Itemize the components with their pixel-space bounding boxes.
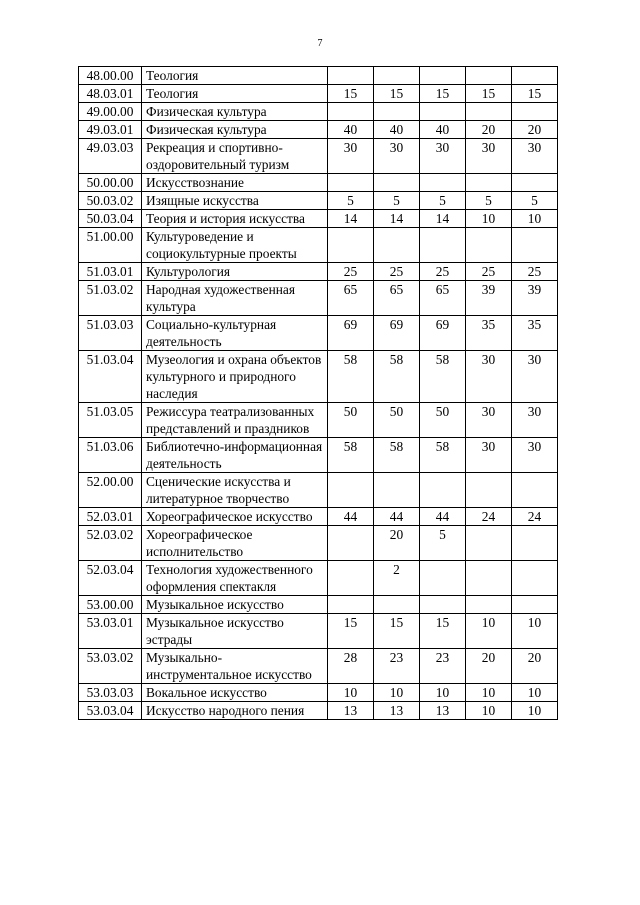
- value-cell-2: 13: [374, 702, 420, 720]
- value-cell-1: 28: [328, 649, 374, 684]
- value-cell-2: [374, 228, 420, 263]
- value-cell-1: 30: [328, 139, 374, 174]
- value-cell-5: [512, 67, 558, 85]
- value-cell-1: [328, 103, 374, 121]
- value-cell-5: 10: [512, 210, 558, 228]
- value-cell-2: [374, 596, 420, 614]
- value-cell-4: 5: [466, 192, 512, 210]
- value-cell-5: [512, 103, 558, 121]
- table-row: [79, 508, 558, 526]
- table-row: [79, 103, 558, 121]
- value-cell-5: 5: [512, 192, 558, 210]
- value-cell-4: 10: [466, 210, 512, 228]
- value-cell-1: 69: [328, 316, 374, 351]
- value-cell-5: 10: [512, 614, 558, 649]
- value-cell-4: [466, 103, 512, 121]
- value-cell-2: 30: [374, 139, 420, 174]
- value-cell-3: 15: [420, 614, 466, 649]
- value-cell-3: [420, 561, 466, 596]
- value-cell-3: 5: [420, 192, 466, 210]
- value-cell-2: 40: [374, 121, 420, 139]
- value-cell-4: 30: [466, 438, 512, 473]
- specialty-code: 53.03.01: [79, 614, 142, 649]
- table-row: [79, 473, 558, 508]
- value-cell-4: 20: [466, 121, 512, 139]
- value-cell-1: [328, 473, 374, 508]
- value-cell-3: 5: [420, 526, 466, 561]
- specialty-name: Музыкально-инструментальное искусство: [142, 649, 328, 684]
- value-cell-5: 30: [512, 403, 558, 438]
- value-cell-1: 5: [328, 192, 374, 210]
- specialty-name: Сценические искусства и литературное творчество: [142, 473, 328, 508]
- value-cell-1: 65: [328, 281, 374, 316]
- value-cell-4: 30: [466, 139, 512, 174]
- value-cell-2: 14: [374, 210, 420, 228]
- value-cell-5: [512, 228, 558, 263]
- value-cell-2: 23: [374, 649, 420, 684]
- value-cell-4: 30: [466, 351, 512, 403]
- value-cell-4: 35: [466, 316, 512, 351]
- value-cell-3: 58: [420, 438, 466, 473]
- value-cell-1: 58: [328, 438, 374, 473]
- table-row: [79, 263, 558, 281]
- specialty-code: 49.03.03: [79, 139, 142, 174]
- table-row: [79, 281, 558, 316]
- value-cell-1: [328, 526, 374, 561]
- value-cell-1: 25: [328, 263, 374, 281]
- specialty-name: Физическая культура: [142, 121, 328, 139]
- specialty-code: 53.03.04: [79, 702, 142, 720]
- value-cell-1: 50: [328, 403, 374, 438]
- specialty-name: Режиссура театрализованных представлений и праздников: [142, 403, 328, 438]
- value-cell-4: 24: [466, 508, 512, 526]
- table-row: [79, 684, 558, 702]
- table-row: [79, 438, 558, 473]
- value-cell-5: [512, 596, 558, 614]
- specialty-name: Физическая культура: [142, 103, 328, 121]
- specialty-name: Культуроведение и социокультурные проекты: [142, 228, 328, 263]
- specialty-name: Вокальное искусство: [142, 684, 328, 702]
- value-cell-3: 13: [420, 702, 466, 720]
- value-cell-4: 10: [466, 684, 512, 702]
- value-cell-5: [512, 473, 558, 508]
- value-cell-3: [420, 473, 466, 508]
- table-row: [79, 67, 558, 85]
- value-cell-2: 20: [374, 526, 420, 561]
- value-cell-4: [466, 561, 512, 596]
- specialty-name: Теология: [142, 85, 328, 103]
- value-cell-1: [328, 596, 374, 614]
- value-cell-3: 44: [420, 508, 466, 526]
- value-cell-2: 50: [374, 403, 420, 438]
- specialty-code: 51.03.05: [79, 403, 142, 438]
- value-cell-2: [374, 473, 420, 508]
- specialty-code: 53.03.03: [79, 684, 142, 702]
- value-cell-3: 25: [420, 263, 466, 281]
- value-cell-3: 58: [420, 351, 466, 403]
- specialty-code: 50.03.04: [79, 210, 142, 228]
- value-cell-2: 44: [374, 508, 420, 526]
- value-cell-5: [512, 561, 558, 596]
- table-row: [79, 702, 558, 720]
- specialty-code: 52.03.04: [79, 561, 142, 596]
- specialty-code: 52.00.00: [79, 473, 142, 508]
- value-cell-5: 30: [512, 351, 558, 403]
- value-cell-3: [420, 596, 466, 614]
- value-cell-5: 25: [512, 263, 558, 281]
- value-cell-1: 58: [328, 351, 374, 403]
- specialty-name: Искусство народного пения: [142, 702, 328, 720]
- value-cell-3: 40: [420, 121, 466, 139]
- value-cell-3: 23: [420, 649, 466, 684]
- table-row: [79, 316, 558, 351]
- value-cell-2: [374, 103, 420, 121]
- value-cell-4: 39: [466, 281, 512, 316]
- value-cell-2: 58: [374, 351, 420, 403]
- value-cell-2: 10: [374, 684, 420, 702]
- value-cell-2: 58: [374, 438, 420, 473]
- value-cell-4: [466, 596, 512, 614]
- specialty-name: Хореографическое исполнительство: [142, 526, 328, 561]
- table-row: [79, 228, 558, 263]
- specialty-code: 51.03.02: [79, 281, 142, 316]
- specialty-name: Теология: [142, 67, 328, 85]
- value-cell-2: 15: [374, 614, 420, 649]
- value-cell-3: [420, 228, 466, 263]
- value-cell-5: 30: [512, 139, 558, 174]
- specialty-name: Рекреация и спортивно-оздоровительный туризм: [142, 139, 328, 174]
- value-cell-3: 14: [420, 210, 466, 228]
- specialty-code: 51.03.06: [79, 438, 142, 473]
- specialty-name: Искусствознание: [142, 174, 328, 192]
- value-cell-1: [328, 228, 374, 263]
- value-cell-2: 69: [374, 316, 420, 351]
- specialty-code: 51.03.01: [79, 263, 142, 281]
- value-cell-2: 65: [374, 281, 420, 316]
- specialty-name: Культурология: [142, 263, 328, 281]
- value-cell-1: 10: [328, 684, 374, 702]
- specialty-code: 53.00.00: [79, 596, 142, 614]
- table-row: [79, 174, 558, 192]
- table-body: [79, 67, 558, 720]
- value-cell-5: 20: [512, 121, 558, 139]
- value-cell-4: 10: [466, 702, 512, 720]
- value-cell-3: [420, 67, 466, 85]
- specialty-name: Библиотечно-информационная деятельность: [142, 438, 328, 473]
- specialty-name: Теория и история искусства: [142, 210, 328, 228]
- table-row: [79, 649, 558, 684]
- table-row: [79, 596, 558, 614]
- specialty-name: Социально-культурная деятельность: [142, 316, 328, 351]
- table-row: [79, 403, 558, 438]
- value-cell-1: [328, 174, 374, 192]
- value-cell-4: [466, 67, 512, 85]
- specialty-code: 51.03.03: [79, 316, 142, 351]
- value-cell-2: 5: [374, 192, 420, 210]
- value-cell-2: 2: [374, 561, 420, 596]
- table-row: [79, 561, 558, 596]
- value-cell-1: 40: [328, 121, 374, 139]
- value-cell-3: 69: [420, 316, 466, 351]
- value-cell-1: 44: [328, 508, 374, 526]
- value-cell-2: [374, 174, 420, 192]
- value-cell-1: 15: [328, 614, 374, 649]
- specialty-name: Хореографическое искусство: [142, 508, 328, 526]
- specialty-code: 49.03.01: [79, 121, 142, 139]
- value-cell-1: 14: [328, 210, 374, 228]
- value-cell-4: 15: [466, 85, 512, 103]
- value-cell-4: [466, 174, 512, 192]
- specialties-table: [78, 66, 558, 720]
- value-cell-5: 20: [512, 649, 558, 684]
- value-cell-2: [374, 67, 420, 85]
- specialty-name: Изящные искусства: [142, 192, 328, 210]
- specialty-code: 51.03.04: [79, 351, 142, 403]
- table-row: [79, 351, 558, 403]
- value-cell-5: 39: [512, 281, 558, 316]
- value-cell-5: 10: [512, 702, 558, 720]
- value-cell-4: 25: [466, 263, 512, 281]
- value-cell-5: 15: [512, 85, 558, 103]
- value-cell-4: [466, 473, 512, 508]
- specialty-code: 48.00.00: [79, 67, 142, 85]
- table-row: [79, 192, 558, 210]
- table-row: [79, 526, 558, 561]
- specialty-name: Технология художественного оформления спектакля: [142, 561, 328, 596]
- value-cell-5: [512, 526, 558, 561]
- value-cell-3: 10: [420, 684, 466, 702]
- value-cell-4: [466, 526, 512, 561]
- value-cell-1: [328, 67, 374, 85]
- specialty-code: 50.03.02: [79, 192, 142, 210]
- value-cell-1: [328, 561, 374, 596]
- table-row: [79, 139, 558, 174]
- value-cell-3: 50: [420, 403, 466, 438]
- value-cell-5: [512, 174, 558, 192]
- value-cell-2: 25: [374, 263, 420, 281]
- specialty-code: 51.00.00: [79, 228, 142, 263]
- specialty-name: Музеология и охрана объектов культурного и природного наследия: [142, 351, 328, 403]
- value-cell-2: 15: [374, 85, 420, 103]
- specialty-code: 53.03.02: [79, 649, 142, 684]
- table-row: [79, 85, 558, 103]
- value-cell-5: 10: [512, 684, 558, 702]
- page-number: 7: [317, 38, 323, 49]
- value-cell-5: 24: [512, 508, 558, 526]
- specialty-code: 52.03.02: [79, 526, 142, 561]
- specialty-code: 48.03.01: [79, 85, 142, 103]
- value-cell-4: [466, 228, 512, 263]
- value-cell-3: [420, 174, 466, 192]
- value-cell-1: 13: [328, 702, 374, 720]
- specialty-code: 52.03.01: [79, 508, 142, 526]
- value-cell-1: 15: [328, 85, 374, 103]
- value-cell-3: [420, 103, 466, 121]
- specialty-name: Музыкальное искусство: [142, 596, 328, 614]
- value-cell-4: 10: [466, 614, 512, 649]
- table-row: [79, 121, 558, 139]
- value-cell-5: 30: [512, 438, 558, 473]
- specialty-name: Музыкальное искусство эстрады: [142, 614, 328, 649]
- table-row: [79, 210, 558, 228]
- value-cell-5: 35: [512, 316, 558, 351]
- specialty-code: 50.00.00: [79, 174, 142, 192]
- value-cell-3: 65: [420, 281, 466, 316]
- value-cell-3: 30: [420, 139, 466, 174]
- specialty-code: 49.00.00: [79, 103, 142, 121]
- value-cell-4: 30: [466, 403, 512, 438]
- specialty-name: Народная художественная культура: [142, 281, 328, 316]
- value-cell-3: 15: [420, 85, 466, 103]
- table-row: [79, 614, 558, 649]
- value-cell-4: 20: [466, 649, 512, 684]
